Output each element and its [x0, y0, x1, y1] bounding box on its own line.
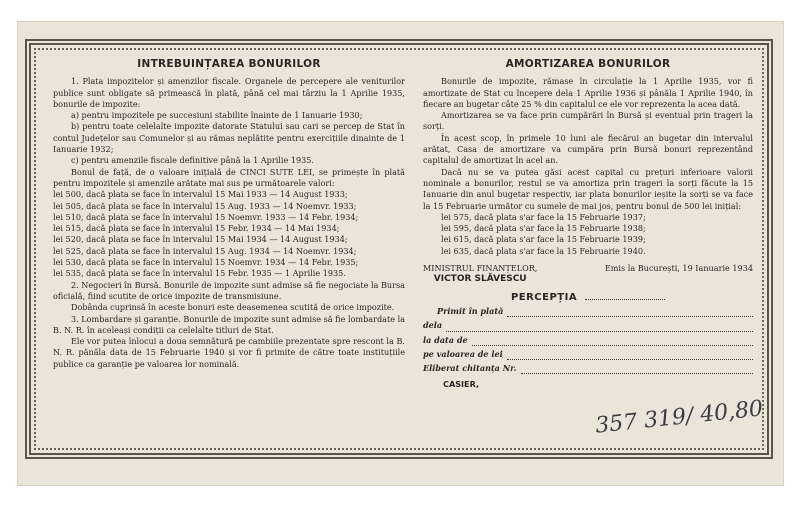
bond-paper	[18, 22, 783, 485]
minister-title: MINISTRUL FINANȚELOR,	[423, 263, 538, 274]
schedule-row: lei 530, dacă plata se face în intervalul 15 Noemvr. 1934 — 14 Febr. 1935;	[53, 257, 359, 268]
amort-p2: Amortizarea se va face prin cumpărări în Bursă și eventual prin trageri la sorți.	[423, 110, 753, 132]
schedule-row: lei 500, dacă plata se face în intervalul 15 Mai 1933 — 14 August 1933;	[53, 189, 348, 200]
schedule-row: lei 510, dacă plata se face în intervalul 15 Noemvr. 1933 — 14 Febr. 1934;	[53, 211, 359, 222]
usage-schedule	[53, 189, 405, 279]
amortization-section	[423, 59, 753, 391]
receipt-line: pe valoarea de lei	[423, 349, 753, 360]
usage-p1b: b) pentru toate celelalte impozite datorate Statului sau cari se percep de Stat în contul Județelor sau Comunelor și au rămas neplătite pentru exercițiile dinainte de 1 Ianuarie 1932;	[53, 121, 405, 155]
usage-p2: Bonul de față, de o valoare inițială de CINCI SUTE LEI, se primește în plată pentru impozitele și amenzile arătate mai sus pe următoarele valori:	[53, 166, 405, 188]
amortization-title: AMORTIZAREA BONURILOR	[505, 58, 671, 70]
schedule-row: lei 520, dacă plata se face în intervalul 15 Mai 1934 — 14 August 1934;	[53, 234, 348, 245]
receipt-line: Eliberat chitanța Nr.	[423, 363, 753, 374]
amort-p3: În acest scop, în primele 10 luni ale fiecărui an bugetar din intervalul arătat, Casa de amortizare va cumpăra prin Bursă bonuri reprezentând capitalul de amortizat în acel an.	[423, 132, 753, 166]
usage-p5: 3. Lombardare și garanție. Bonurile de impozite sunt admise să fie lombardate la B. N. R. în aceleași condiții ca celelalte titluri de Stat.	[53, 313, 405, 335]
cashier-label: CASIER,	[443, 379, 480, 390]
amort-p1: Bonurile de impozite, rămase în circulație la 1 Aprilie 1935, vor fi amortizate de Stat cu începere dela 1 Aprilie 1936 și pânăla 1 Aprilie 1940, în fiecare an bugetar câte 25 % din capitalul ce ele vor reprezenta la acea dată.	[423, 76, 753, 109]
handwritten-note: 357 319/ 40,80	[594, 396, 765, 439]
amort-row: lei 575, dacă plata s'ar face la 15 Februarie 1937;	[441, 211, 646, 222]
amort-row: lei 615, dacă plata s'ar face la 15 Februarie 1939;	[441, 234, 646, 245]
amort-row: lei 595, dacă plata s'ar face la 15 Februarie 1938;	[441, 223, 646, 234]
usage-p6: Ele vor putea înlocui a doua semnătură pe cambiile prezentate spre rescont la B. N. R. pănăla data de 15 Februarie 1940 și vor fi primite de către toate instituțiile publice ca garanție pe valoarea lor nominală.	[53, 336, 405, 369]
receipt-line: Primit în plată	[423, 306, 753, 317]
receipt-title: PERCEPȚIA	[423, 292, 753, 303]
amort-p4: Dacă nu se va putea găsi acest capital cu prețuri inferioare valorii nominale a bonurilor, restul se va amortiza prin trageri la sorți făcute la 15 Ianuarie din anul bugetar respectiv, iar plata bonurilor ieșite la sorți se va face la 15 Februarie următor cu sumele de mai jos, pentru bonul de 500 lei inițial:	[423, 166, 753, 211]
usage-p1c: c) pentru amenzile fiscale definitive până la 1 Aprilie 1935.	[71, 155, 314, 166]
usage-section	[53, 59, 405, 370]
receipt-block	[423, 292, 753, 391]
usage-p1a: a) pentru impozitele pe succesiuni stabilite înainte de 1 Ianuarie 1930;	[71, 110, 363, 121]
ornamental-border	[25, 39, 773, 459]
usage-p3: 2. Negocieri în Bursă. Bonurile de impozite sunt admise să fie negociate la Bursa oficială, fiind scutite de orice impozite de transmisiune.	[53, 279, 405, 301]
usage-p4: Dobânda cuprinsă în aceste bonuri este deasemenea scutită de orice impozite.	[71, 302, 395, 313]
issue-place-date: Emis la București, 19 Ianuarie 1934	[604, 263, 753, 274]
usage-title: INTREBUINȚAREA BONURILOR	[137, 58, 321, 70]
receipt-line: dela	[423, 320, 753, 331]
receipt-line: la data de	[423, 335, 753, 346]
schedule-row: lei 525, dacă plata se face în intervalul 15 Aug. 1934 — 14 Noemvr. 1934;	[53, 245, 357, 256]
schedule-row: lei 535, dacă plata se face în intervalul 15 Febr. 1935 — 1 Aprilie 1935.	[53, 268, 346, 279]
amort-row: lei 635, dacă plata s'ar face la 15 Februarie 1940.	[441, 245, 646, 256]
amort-schedule	[423, 212, 753, 257]
schedule-row: lei 515, dacă plata se face în intervalul 15 Febr. 1934 — 14 Mai 1934;	[53, 223, 340, 234]
schedule-row: lei 505, dacă plata se face în intervalul 15 Aug. 1933 — 14 Noemvr. 1933;	[53, 200, 357, 211]
minister-name: VICTOR SLĂVESCU	[433, 274, 527, 285]
usage-p1: 1. Plata impozitelor și amenzilor fiscale. Organele de percepere ale veniturilor publice sunt obligate să primească în plată, până cel mai târziu la 1 Aprilie 1935, bonurile de impozite:	[53, 76, 405, 109]
signature-block	[423, 263, 753, 286]
